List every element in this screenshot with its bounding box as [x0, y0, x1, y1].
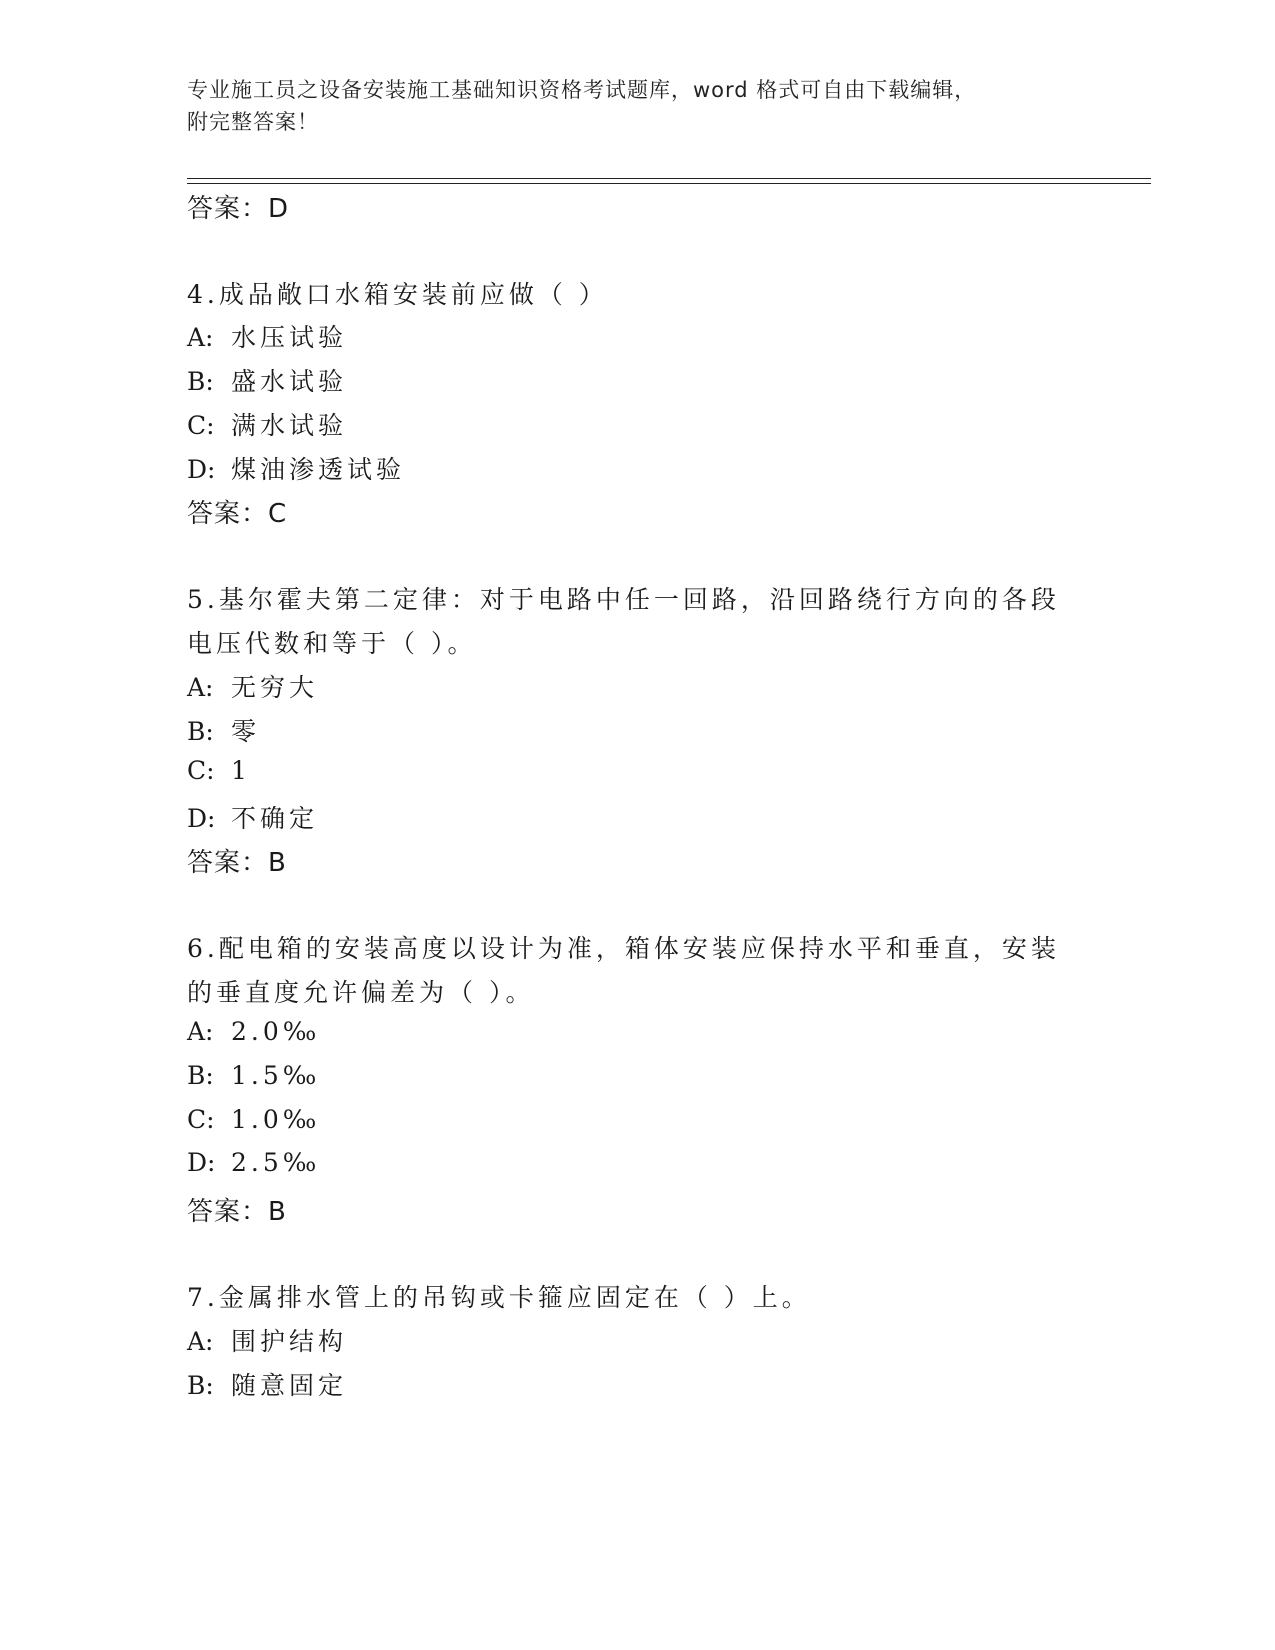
option-text: 不确定	[231, 804, 319, 833]
option-text: 随意固定	[231, 1371, 348, 1400]
option-letter: C:	[187, 1105, 215, 1134]
q4-option-d	[187, 450, 405, 486]
q5-answer: 答案：B	[187, 848, 287, 878]
option-letter: D:	[187, 804, 216, 833]
option-letter: D:	[187, 455, 216, 484]
question-7: 7.金属排水管上的吊钩或卡箍应固定在（ ）上。	[187, 1283, 811, 1312]
q6-option-c	[187, 1105, 320, 1134]
header-divider-top	[187, 178, 1151, 179]
header-divider-bottom	[187, 183, 1151, 184]
document-header	[187, 74, 1067, 138]
option-letter: A:	[187, 1017, 214, 1046]
option-text: 满水试验	[231, 411, 348, 440]
q5-option-c	[187, 756, 251, 785]
option-text: 2.5‰	[231, 1148, 321, 1177]
option-text: 盛水试验	[231, 367, 348, 396]
q7-option-a	[187, 1322, 347, 1358]
option-letter: B:	[187, 1371, 214, 1400]
option-letter: C:	[187, 756, 215, 785]
option-letter: B:	[187, 1061, 214, 1090]
question-4: 4.成品敞口水箱安装前应做（ ）	[187, 280, 608, 309]
question-6-line-1: 6.配电箱的安装高度以设计为准，箱体安装应保持水平和垂直，安装	[187, 934, 1060, 963]
option-text: 1	[231, 756, 251, 785]
option-letter: B:	[187, 717, 214, 746]
option-letter: D:	[187, 1148, 216, 1177]
q4-option-a	[187, 318, 347, 354]
option-text: 1.5‰	[231, 1061, 321, 1090]
option-text: 零	[231, 717, 261, 746]
q6-option-a	[187, 1017, 320, 1046]
header-line-1: 专业施工员之设备安装施工基础知识资格考试题库，word 格式可自由下载编辑，	[187, 78, 977, 102]
q4-answer: 答案：C	[187, 499, 288, 529]
header-line-2: 附完整答案！	[187, 110, 319, 134]
q5-option-a	[187, 668, 318, 704]
question-5-line-1: 5.基尔霍夫第二定律：对于电路中任一回路，沿回路绕行方向的各段	[187, 585, 1060, 614]
q7-option-b	[187, 1366, 347, 1402]
question-6-line-2: 的垂直度允许偏差为（ ）。	[187, 978, 535, 1007]
q5-option-b	[187, 712, 260, 748]
q4-option-b	[187, 362, 347, 398]
option-letter: C:	[187, 411, 215, 440]
option-letter: A:	[187, 1327, 214, 1356]
option-letter: B:	[187, 367, 214, 396]
option-text: 2.0‰	[231, 1017, 321, 1046]
answer-prev: 答案：D	[187, 194, 290, 224]
option-text: 无穷大	[231, 673, 319, 702]
option-text: 1.0‰	[231, 1105, 321, 1134]
option-text: 煤油渗透试验	[231, 455, 406, 484]
option-text: 水压试验	[231, 323, 348, 352]
option-letter: A:	[187, 323, 214, 352]
q4-option-c	[187, 406, 347, 442]
q5-option-d	[187, 799, 318, 835]
q6-option-d	[187, 1148, 320, 1177]
question-5-line-2: 电压代数和等于（ ）。	[187, 629, 477, 658]
q6-answer: 答案：B	[187, 1197, 287, 1227]
q6-option-b	[187, 1061, 320, 1090]
option-text: 围护结构	[231, 1327, 348, 1356]
option-letter: A:	[187, 673, 214, 702]
